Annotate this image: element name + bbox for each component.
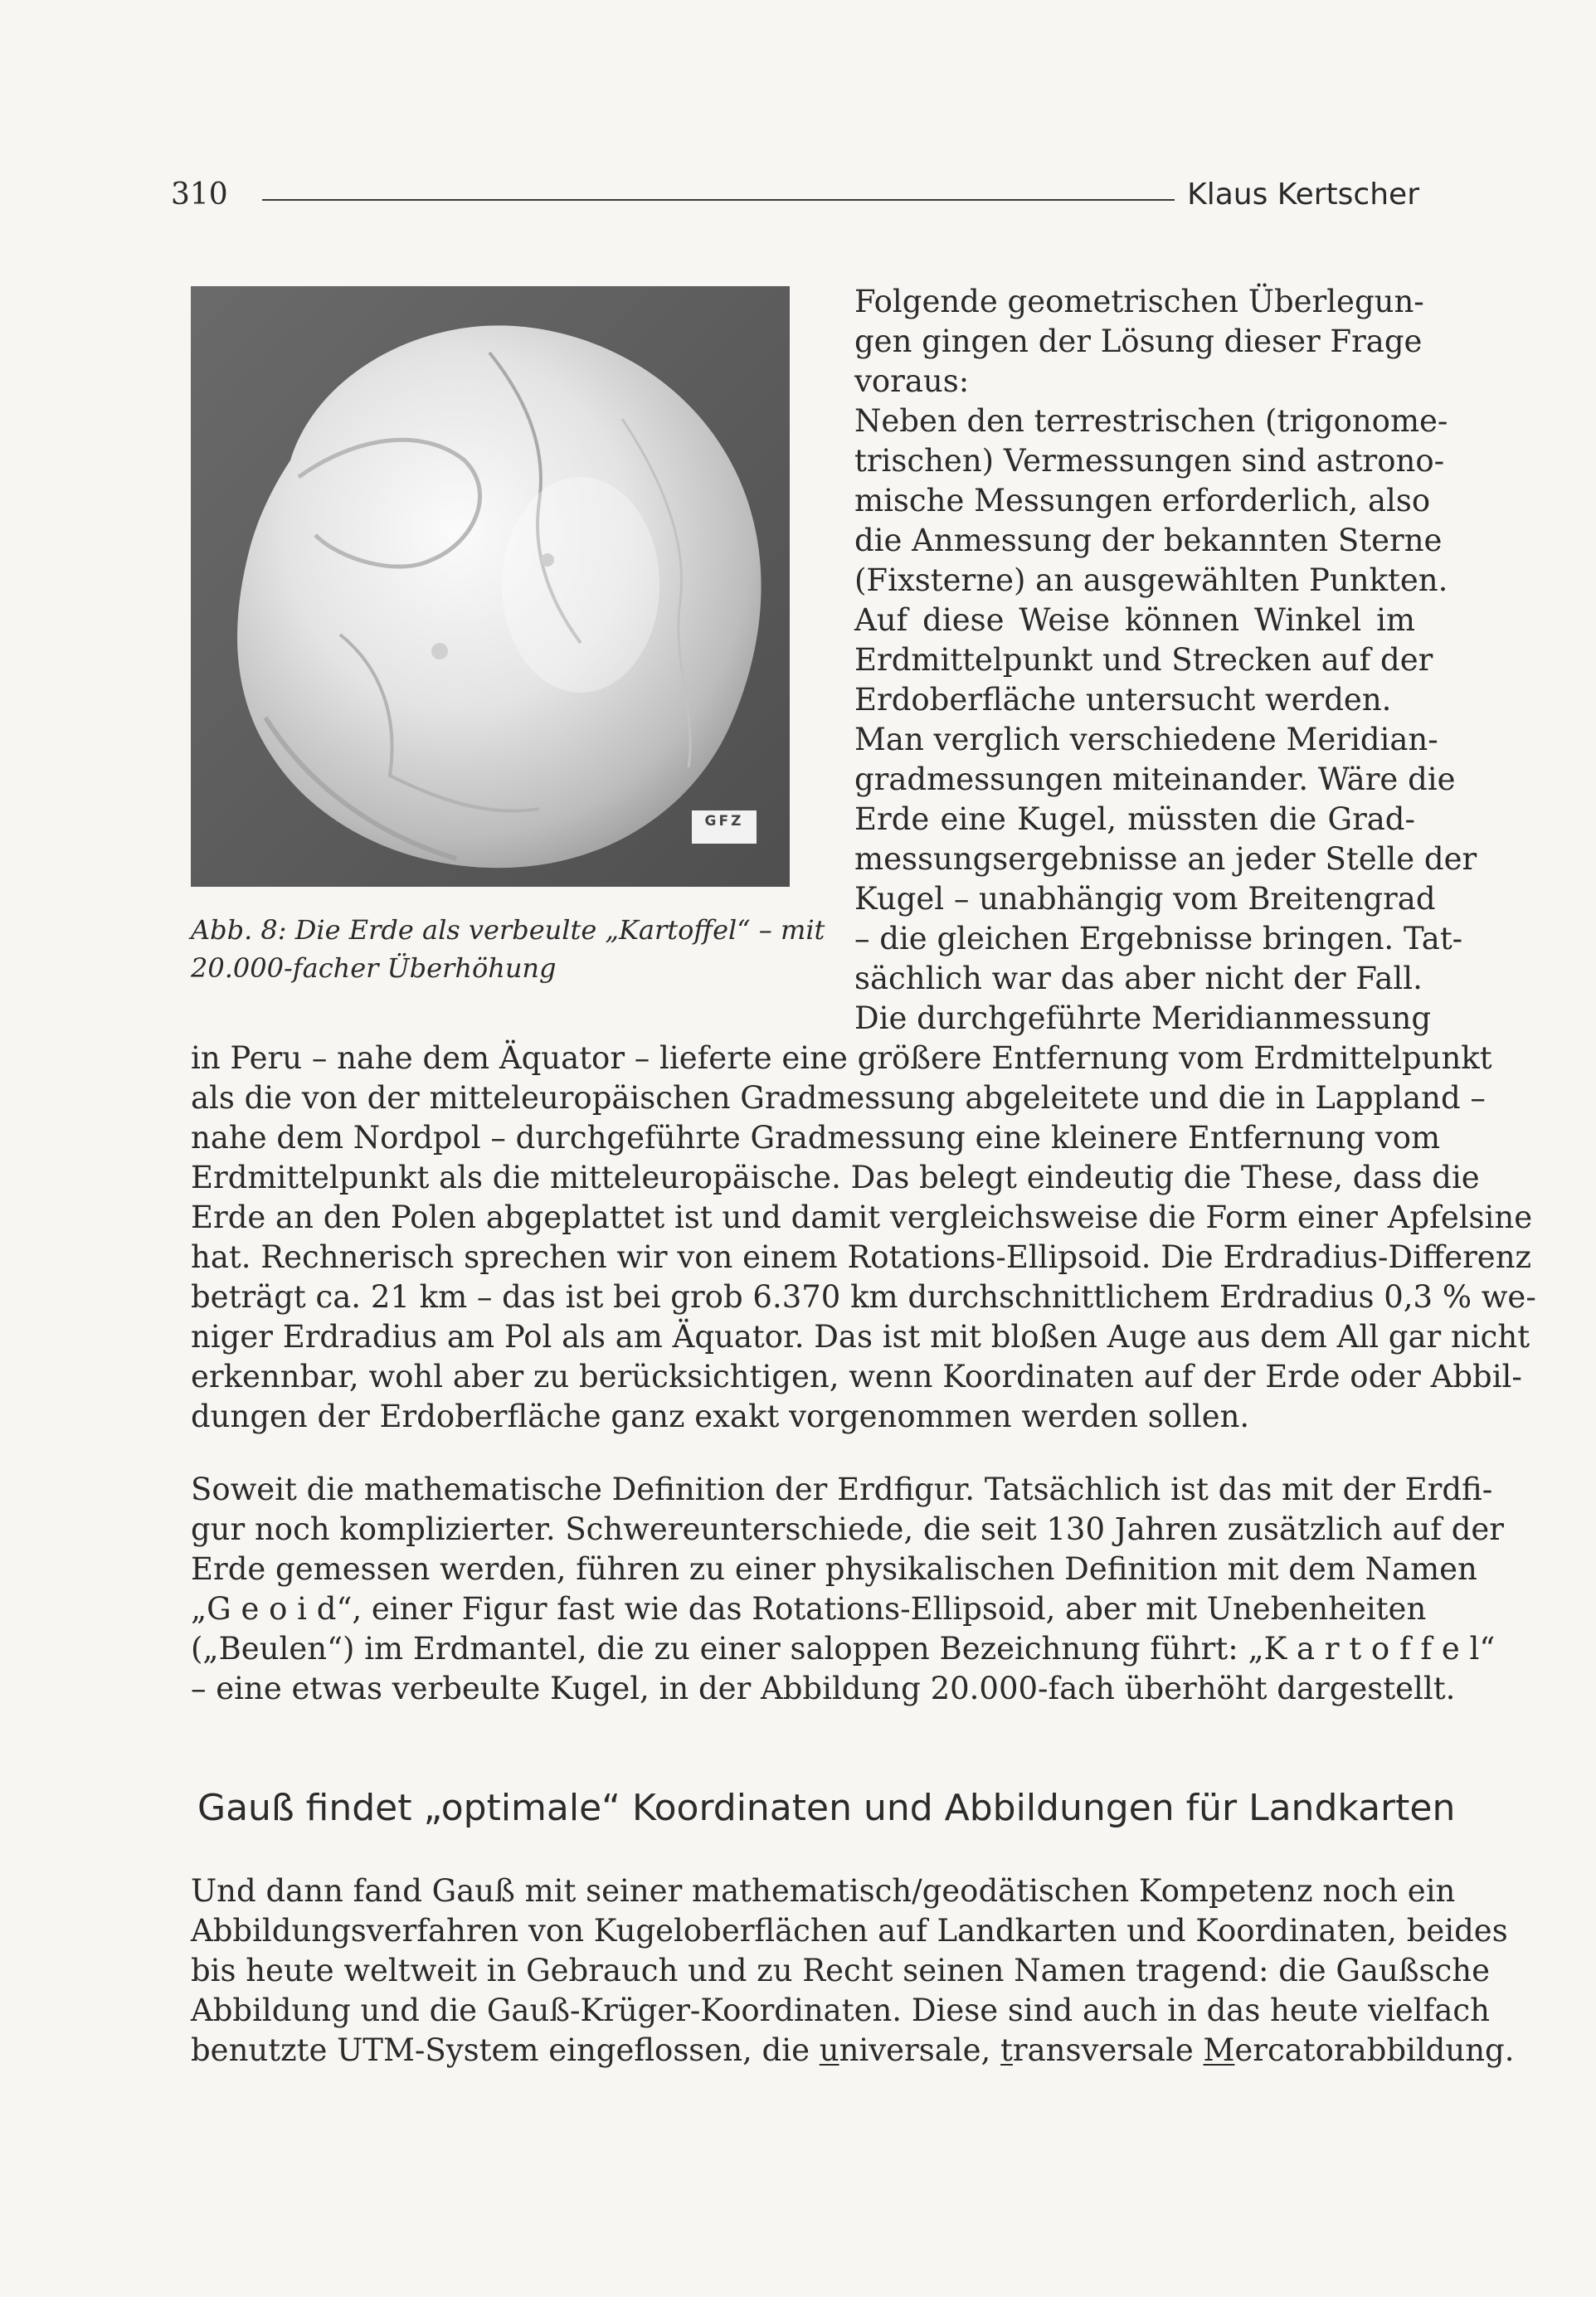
page-number: 310 (171, 178, 228, 212)
text-line: Erde gemessen werden, führen zu einer physikalischen Definition mit dem Namen (191, 1551, 1477, 1587)
text-line: Die durchgeführte Meridianmessung (854, 1000, 1432, 1036)
caption-line: Abb. 8: Die Erde als verbeulte „Kartoffel“ – mit (191, 914, 825, 946)
text-line: Soweit die mathematische Definition der Erdfigur. Tatsächlich ist das mit der Erdfi- (191, 1472, 1493, 1507)
text-line: messungsergebnisse an jeder Stelle der (854, 841, 1477, 877)
text-line: trischen) Vermessungen sind astrono- (854, 443, 1445, 479)
text-segment: ercatorabbildung. (1234, 2032, 1515, 2068)
text-line: Man verglich verschiedene Meridian- (854, 722, 1438, 757)
text-line: Neben den terrestrischen (trigonome- (854, 403, 1448, 439)
text-line: beträgt ca. 21 km – das ist bei grob 6.370 km durchschnittlichem Erdradius 0,3 % we- (191, 1279, 1536, 1315)
text-line: Und dann fand Gauß mit seiner mathematisch/geodätischen Kompetenz noch ein (191, 1873, 1456, 1909)
text-line: „G e o i d“, einer Figur fast wie das Rotations-Ellipsoid, aber mit Unebenheiten (191, 1591, 1427, 1627)
text-line: die Anmessung der bekannten Sterne (854, 523, 1443, 558)
text-line: voraus: (854, 363, 970, 399)
text-line: Folgende geometrischen Überlegun- (854, 284, 1424, 319)
running-header (171, 170, 1419, 220)
text-line: Kugel – unabhängig vom Breitengrad (854, 881, 1436, 917)
text-line: Erdmittelpunkt und Strecken auf der (854, 642, 1433, 678)
text-line: – die gleichen Ergebnisse bringen. Tat- (854, 921, 1463, 956)
caption-line: 20.000-facher Überhöhung (191, 952, 557, 984)
text-line: Erdoberfläche untersucht werden. (854, 682, 1392, 718)
text-line: (Fixsterne) an ausgewählten Punkten. (854, 562, 1448, 598)
text-line: – eine etwas verbeulte Kugel, in der Abbildung 20.000-fach überhöht dargestellt. (191, 1671, 1456, 1706)
underlined-letter: M (1203, 2032, 1235, 2068)
text-segment: ransversale (1012, 2032, 1204, 2068)
section-heading: Gauß findet „optimale“ Koordinaten und Abbildungen für Landkarten (197, 1787, 1456, 1829)
text-line: bis heute weltweit in Gebrauch und zu Recht seinen Namen tragend: die Gaußsche (191, 1953, 1490, 1988)
text-line: dungen der Erdoberfläche ganz exakt vorgenommen werden sollen. (191, 1399, 1250, 1434)
text-line: niger Erdradius am Pol als am Äquator. Das ist mit bloßen Auge aus dem All gar nicht (191, 1319, 1530, 1355)
underlined-letter: u (819, 2032, 839, 2068)
header-rule (262, 199, 1175, 201)
running-author: Klaus Kertscher (1187, 178, 1419, 212)
text-line: Erde eine Kugel, müssten die Grad- (854, 801, 1415, 837)
text-line: Abbildungsverfahren von Kugeloberflächen auf Landkarten und Koordinaten, beides (191, 1913, 1508, 1949)
text-line: mische Messungen erforderlich, also (854, 483, 1431, 518)
text-line: gen gingen der Lösung dieser Frage (854, 324, 1423, 359)
geoid-figure (191, 286, 790, 887)
gfz-logo: GFZ (692, 810, 757, 844)
text-line: Erde an den Polen abgeplattet ist und damit vergleichsweise die Form einer Apfelsine (191, 1200, 1533, 1235)
text-line: („Beulen“) im Erdmantel, die zu einer saloppen Bezeichnung führt: „K a r t o f f e l“ (191, 1631, 1496, 1667)
text-line: erkennbar, wohl aber zu berücksichtigen, wenn Koordinaten auf der Erde oder Abbil- (191, 1359, 1522, 1394)
text-line-utm (191, 2031, 1515, 2071)
text-line: Abbildung und die Gauß-Krüger-Koordinaten. Diese sind auch in das heute vielfach (191, 1993, 1490, 2028)
underlined-letter: t (1000, 2032, 1013, 2068)
text-line: Erdmittelpunkt als die mitteleuropäische. Das belegt eindeutig die These, dass die (191, 1160, 1480, 1195)
text-segment: benutzte UTM-System eingeflossen, die (191, 2032, 820, 2068)
text-line: in Peru – nahe dem Äquator – lieferte eine größere Entfernung vom Erdmittelpunkt (191, 1040, 1492, 1076)
text-line: hat. Rechnerisch sprechen wir von einem Rotations-Ellipsoid. Die Erdradius-Differenz (191, 1239, 1532, 1275)
figure-caption (191, 911, 825, 987)
text-segment: niversale, (839, 2032, 1001, 2068)
text-line: gradmessungen miteinander. Wäre die (854, 762, 1456, 797)
text-line: als die von der mitteleuropäischen Gradmessung abgeleitete und die in Lappland – (191, 1080, 1486, 1116)
text-line: Auf diese Weise können Winkel im (854, 602, 1415, 638)
geoid-potato-image (191, 286, 790, 887)
text-line: sächlich war das aber nicht der Fall. (854, 961, 1423, 996)
text-line: gur noch komplizierter. Schwereunterschiede, die seit 130 Jahren zusätzlich auf der (191, 1511, 1504, 1547)
text-line: nahe dem Nordpol – durchgeführte Gradmessung eine kleinere Entfernung vom (191, 1120, 1441, 1156)
